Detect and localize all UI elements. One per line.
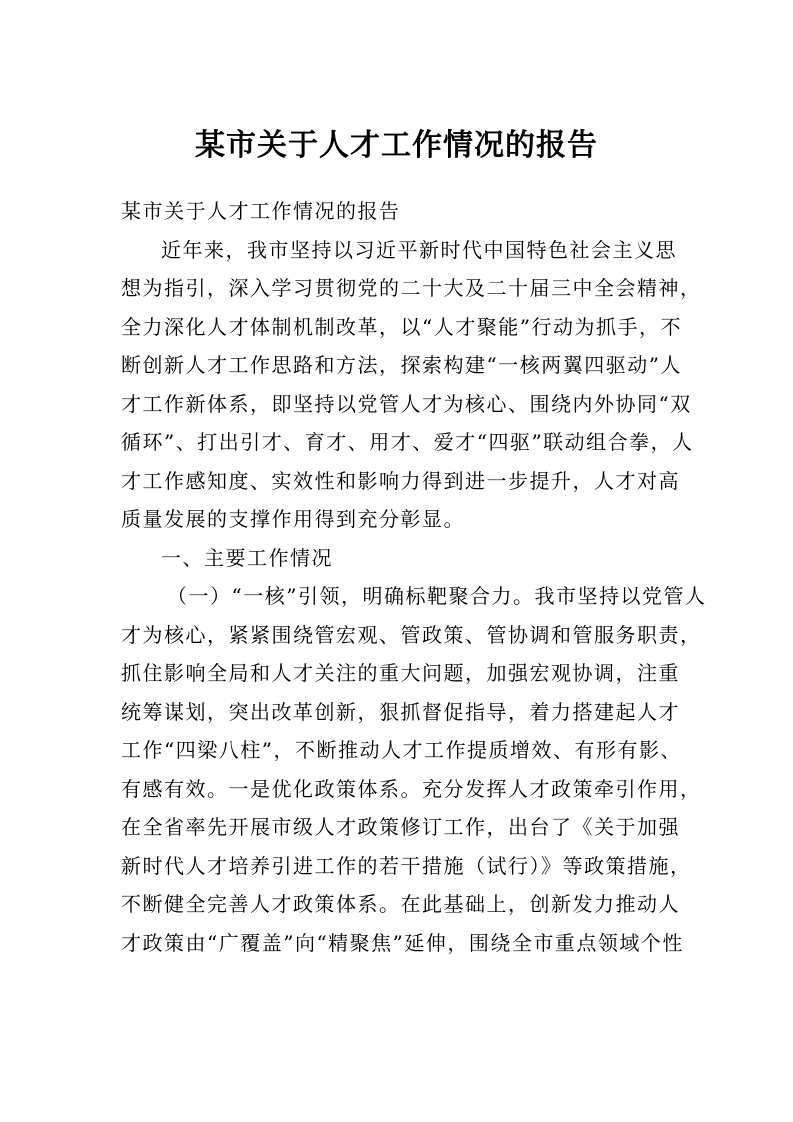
subtitle-line: 某市关于人才工作情况的报告 <box>121 199 401 223</box>
document-title: 某市关于人才工作情况的报告 <box>195 128 598 163</box>
paragraph-line: 断创新人才工作思路和方法，探索构建“一核两翼四驱动”人 <box>121 353 682 377</box>
paragraph-line: 工作“四梁八柱”，不断推动人才工作提质增效、有形有影、 <box>121 738 682 762</box>
paragraph-line: 新时代人才培养引进工作的若干措施（试行）》等政策措施， <box>121 853 692 878</box>
paragraph-line: 统筹谋划，突出改革创新，狠抓督促指导，着力搭建起人才 <box>121 699 680 724</box>
paragraph-line: （一）“一核”引领，明确标靶聚合力。我市坚持以党管人 <box>167 584 707 608</box>
paragraph-line: 不断健全完善人才政策体系。在此基础上，创新发力推动人 <box>121 892 680 916</box>
paragraph-line: 才为核心，紧紧围绕管宏观、管政策、管协调和管服务职责， <box>121 622 702 647</box>
paragraph-line: 抓住影响全局和人才关注的重大问题，加强宏观协调，注重 <box>121 661 680 685</box>
paragraph-line: 才政策由“广覆盖”向“精聚焦”延伸，围绕全市重点领域个性 <box>121 930 684 955</box>
section-heading: 一、主要工作情况 <box>161 545 333 570</box>
paragraph-line: 在全省率先开展市级人才政策修订工作，出台了《关于加强 <box>121 815 680 839</box>
paragraph-line: 有感有效。一是优化政策体系。充分发挥人才政策牵引作用， <box>121 776 702 801</box>
paragraph-line: 才工作感知度、实效性和影响力得到进一步提升，人才对高 <box>121 468 680 493</box>
paragraph-line: 循环”、打出引才、育才、用才、爱才“四驱”联动组合拳，人 <box>121 430 694 454</box>
paragraph-line: 全力深化人才体制机制改革，以“人才聚能”行动为抓手，不 <box>121 314 682 339</box>
document-body <box>121 192 707 962</box>
paragraph-line: 近年来，我市坚持以习近平新时代中国特色社会主义思 <box>161 237 677 262</box>
paragraph-line: 想为指引，深入学习贯彻党的二十大及二十届三中全会精神， <box>121 276 702 300</box>
paragraph-line: 才工作新体系，即坚持以党管人才为核心、围绕内外协同“双 <box>121 391 692 416</box>
paragraph-line: 质量发展的支撑作用得到充分彰显。 <box>121 507 465 531</box>
